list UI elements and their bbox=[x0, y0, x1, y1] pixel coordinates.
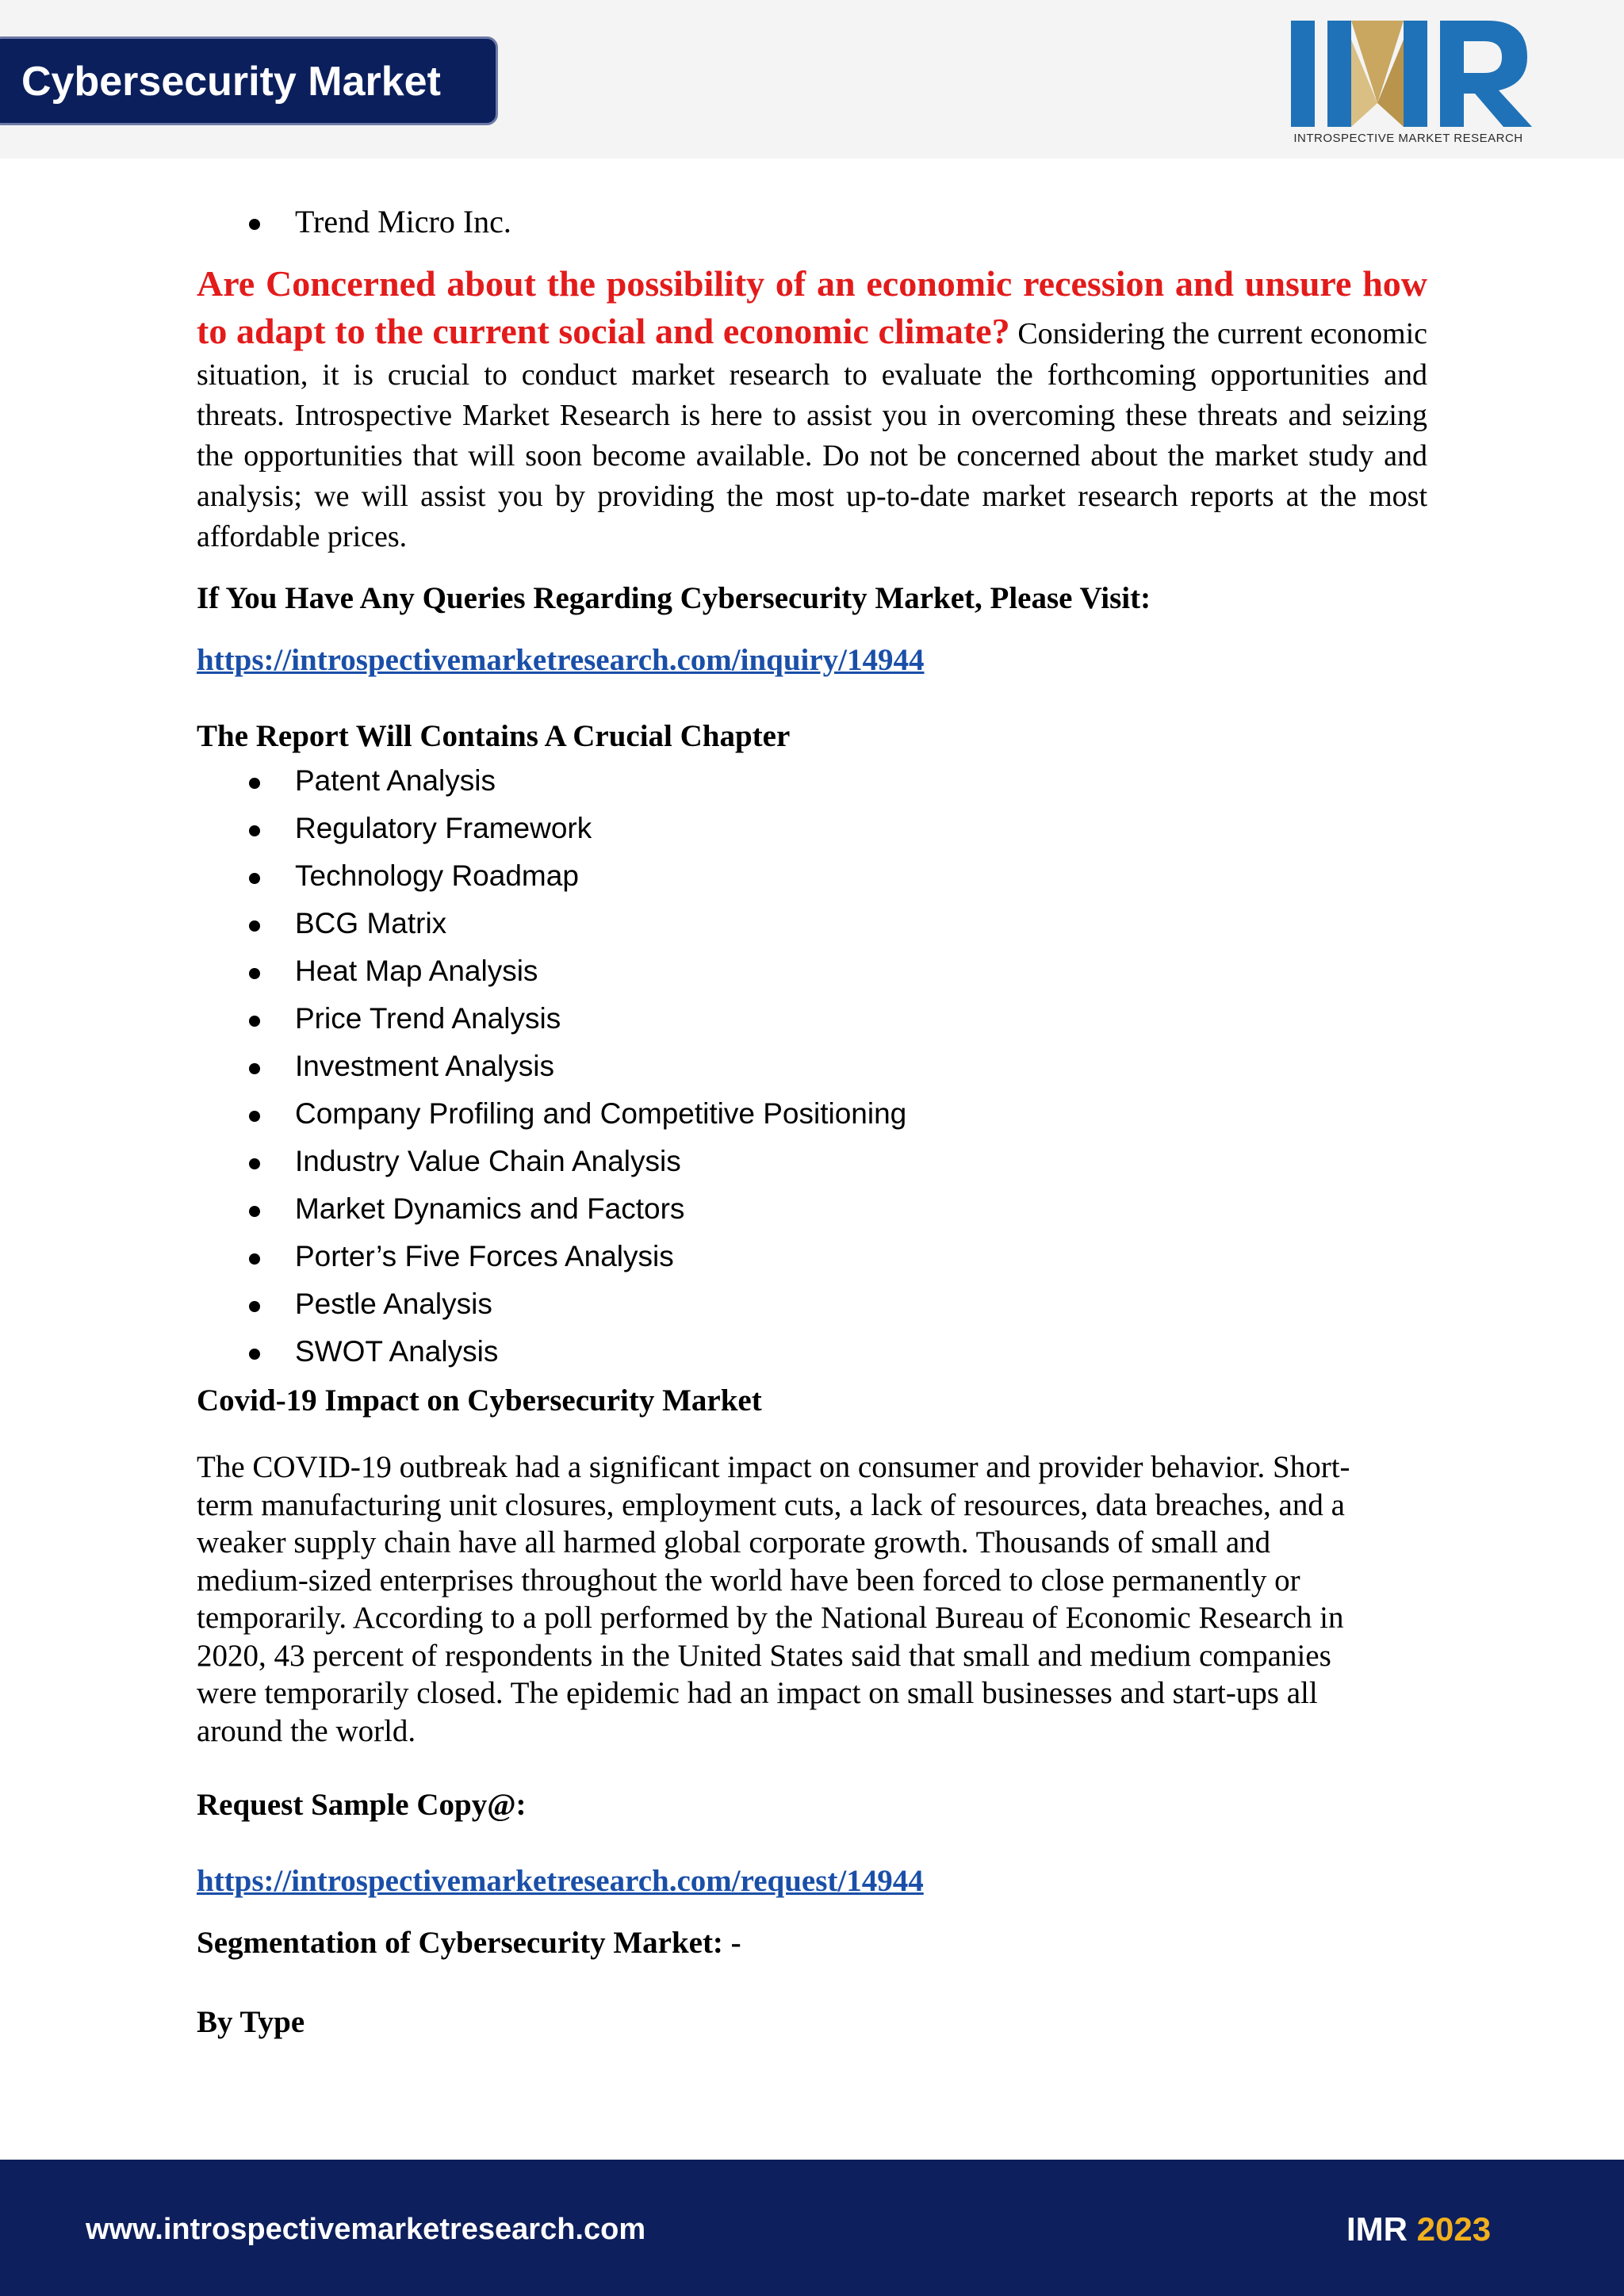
chapter-item: BCG Matrix bbox=[197, 900, 1427, 947]
chapter-item: Investment Analysis bbox=[197, 1043, 1427, 1090]
document-body bbox=[197, 190, 1427, 2043]
imr-logo-mark bbox=[1285, 16, 1532, 127]
page-title: Cybersecurity Market bbox=[21, 59, 441, 105]
chapter-item: Company Profiling and Competitive Positioning bbox=[197, 1090, 1427, 1138]
covid-line: The COVID-19 outbreak had a significant impact on consumer and provider behavior. Short- bbox=[197, 1450, 1350, 1484]
company-bullet bbox=[197, 198, 1427, 246]
concern-paragraph bbox=[197, 260, 1427, 557]
footer-year: 2023 bbox=[1416, 2210, 1492, 2248]
concern-red-lead: Are Concerned about the possibility of an economic recession and unsure how to adapt to the current social and economic climate? bbox=[197, 263, 1427, 351]
covid-line: temporarily. According to a poll performed by the National Bureau of Economic Research in bbox=[197, 1601, 1344, 1635]
concern-body: Considering the current economic situation, it is crucial to conduct market research to evaluate the forthcoming opportunities and threats. Introspective Market Research is here to assist you in overcoming these threats and seizing the opportunities that will soon become available. Do not be concerned about the market study and analysis; we will assist you by providing the most up-to-date market research reports at the most affordable prices. bbox=[197, 317, 1427, 553]
chapter-item: Industry Value Chain Analysis bbox=[197, 1138, 1427, 1185]
segmentation-heading: Segmentation of Cybersecurity Market: - bbox=[197, 1926, 741, 1960]
covid-line: 2020, 43 percent of respondents in the United States said that small and medium companies bbox=[197, 1638, 1331, 1673]
request-sample-link[interactable]: https://introspectivemarketresearch.com/request/14944 bbox=[197, 1864, 924, 1898]
sample-heading: Request Sample Copy@: bbox=[197, 1788, 527, 1822]
chapter-item: Regulatory Framework bbox=[197, 805, 1427, 852]
chapter-item: Market Dynamics and Factors bbox=[197, 1185, 1427, 1233]
inquiry-link[interactable]: https://introspectivemarketresearch.com/inquiry/14944 bbox=[197, 643, 925, 677]
by-type-heading: By Type bbox=[197, 2005, 305, 2039]
covid-line: medium-sized enterprises throughout the world have been forced to close permanently or bbox=[197, 1563, 1300, 1598]
logo-caption: INTROSPECTIVE MARKET RESEARCH bbox=[1293, 132, 1523, 145]
chapter-item: SWOT Analysis bbox=[197, 1328, 1427, 1376]
chapter-item: Patent Analysis bbox=[197, 757, 1427, 805]
chapter-item: Porter’s Five Forces Analysis bbox=[197, 1233, 1427, 1280]
title-banner bbox=[0, 36, 498, 125]
footer-band bbox=[0, 2155, 1624, 2296]
covid-line: were temporarily closed. The epidemic had an impact on small businesses and start-ups all bbox=[197, 1676, 1318, 1710]
footer-brand-name: IMR bbox=[1346, 2210, 1408, 2248]
queries-heading: If You Have Any Queries Regarding Cybersecurity Market, Please Visit: bbox=[197, 581, 1151, 615]
covid-heading: Covid-19 Impact on Cybersecurity Market bbox=[197, 1383, 762, 1418]
covid-paragraph bbox=[197, 1448, 1427, 1750]
covid-line: term manufacturing unit closures, employment cuts, a lack of resources, data breaches, and a bbox=[197, 1487, 1345, 1522]
covid-line: weaker supply chain have all harmed global corporate growth. Thousands of small and bbox=[197, 1525, 1271, 1559]
chapter-item: Price Trend Analysis bbox=[197, 995, 1427, 1043]
footer-brand bbox=[1346, 2210, 1491, 2248]
chapter-heading: The Report Will Contains A Crucial Chapter bbox=[197, 719, 791, 753]
chapter-item: Heat Map Analysis bbox=[197, 947, 1427, 995]
covid-line: around the world. bbox=[197, 1713, 416, 1748]
company-name: Trend Micro Inc. bbox=[295, 204, 511, 239]
footer-website[interactable]: www.introspectivemarketresearch.com bbox=[86, 2213, 646, 2246]
chapter-item: Technology Roadmap bbox=[197, 852, 1427, 900]
chapter-item: Pestle Analysis bbox=[197, 1280, 1427, 1328]
chapter-list bbox=[197, 757, 1427, 1376]
imr-logo bbox=[1285, 16, 1532, 151]
